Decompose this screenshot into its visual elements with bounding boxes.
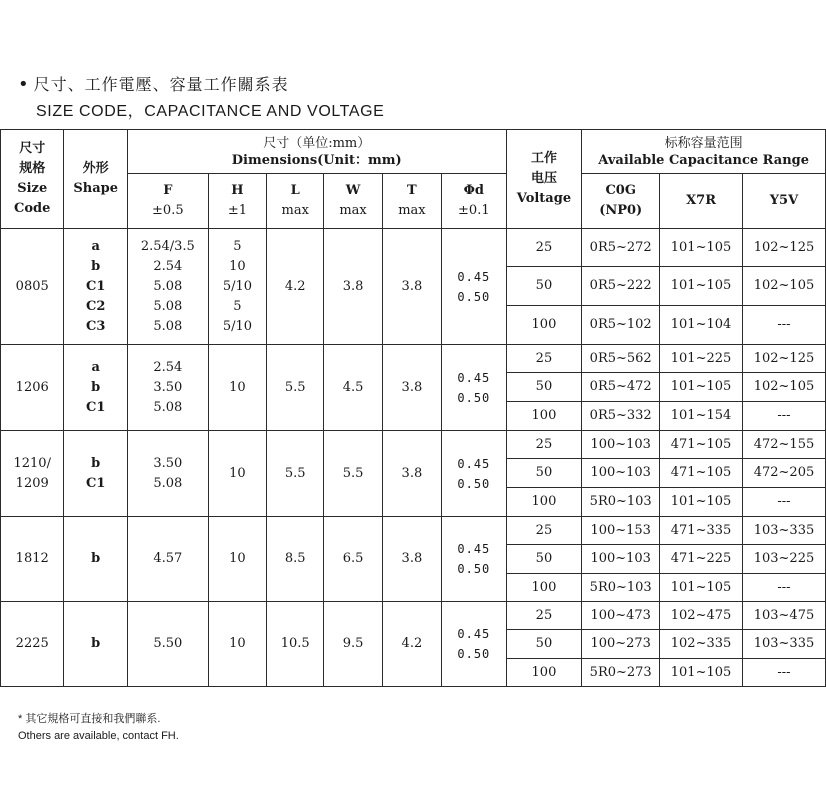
header-dim-h: H ±1 (208, 174, 266, 229)
x7r-range-cell: 101~105 (660, 574, 743, 602)
table-row (1, 229, 826, 267)
size-code-cell (1, 602, 64, 687)
stack-line: 4.57 (153, 551, 183, 566)
stack-line: 0.50 (457, 390, 491, 405)
shape-cell (64, 517, 127, 602)
y5v-range-cell: --- (742, 574, 825, 602)
notes (18, 711, 179, 745)
voltage-cell: 25 (506, 602, 582, 630)
cog-range-cell: 100~473 (582, 602, 660, 630)
dim-d-cell (442, 431, 507, 517)
y5v-range-cell: --- (742, 659, 825, 687)
stack-line: 2.54 (153, 258, 183, 274)
stack-line: 5 (233, 238, 242, 254)
stack-line: b (91, 455, 101, 471)
stack-line: C1 (85, 399, 106, 415)
stack-line: 0.45 (457, 627, 491, 641)
cog-range-cell: 100~103 (582, 545, 660, 574)
table-row (1, 345, 826, 373)
dim-w-cell: 3.8 (324, 229, 382, 345)
y5v-range-cell: 102~105 (742, 373, 825, 402)
cog-range-cell: 5R0~103 (582, 574, 660, 602)
shape-cell (64, 431, 127, 517)
size-code-cell (1, 431, 64, 517)
header-dim-t: T max (382, 174, 441, 229)
voltage-cell: 100 (506, 488, 582, 517)
table-header (1, 130, 826, 229)
cog-range-cell: 5R0~103 (582, 488, 660, 517)
x7r-range-cell: 471~105 (660, 431, 743, 459)
cog-range-cell: 0R5~472 (582, 373, 660, 402)
dim-h-cell (208, 345, 266, 431)
stack-line: 5/10 (222, 278, 253, 294)
header-dim-f: F ±0.5 (127, 174, 208, 229)
size-code-cell (1, 517, 64, 602)
dim-d-cell (442, 229, 507, 345)
voltage-cell: 25 (506, 431, 582, 459)
voltage-cell: 25 (506, 229, 582, 267)
y5v-range-cell: --- (742, 402, 825, 431)
y5v-range-cell: 103~335 (742, 517, 825, 545)
dim-t-cell: 3.8 (382, 229, 441, 345)
x7r-range-cell: 471~335 (660, 517, 743, 545)
voltage-cell: 100 (506, 306, 582, 345)
stack-line: 10 (229, 465, 246, 481)
cog-range-cell: 100~103 (582, 431, 660, 459)
stack-line: 0.45 (457, 370, 491, 385)
dim-f-cell (127, 229, 208, 345)
dim-t-cell: 3.8 (382, 345, 441, 431)
header-size-code: 尺寸 规格 Size Code (1, 130, 64, 229)
y5v-range-cell: 103~225 (742, 545, 825, 574)
voltage-cell: 50 (506, 373, 582, 402)
stack-line: 0.45 (457, 542, 491, 556)
x7r-range-cell: 471~105 (660, 459, 743, 488)
stack-line: 5.08 (153, 298, 183, 314)
size-code-cell (1, 345, 64, 431)
stack-line: a (91, 359, 100, 375)
title-zh (18, 72, 384, 95)
y5v-range-cell: 472~155 (742, 431, 825, 459)
note-en: Others are available, contact FH. (18, 730, 179, 742)
stack-line: 1206 (15, 379, 49, 395)
x7r-range-cell: 101~105 (660, 267, 743, 306)
dim-l-cell: 8.5 (267, 517, 324, 602)
stack-line: 5.50 (153, 636, 183, 651)
y5v-range-cell: 472~205 (742, 459, 825, 488)
header-y5v: Y5V (742, 174, 825, 229)
cog-range-cell: 0R5~332 (582, 402, 660, 431)
x7r-range-cell: 101~105 (660, 659, 743, 687)
table-body (1, 229, 826, 687)
y5v-range-cell: --- (742, 306, 825, 345)
stack-line: C3 (85, 318, 106, 334)
cog-range-cell: 100~273 (582, 630, 660, 659)
y5v-range-cell: 102~125 (742, 229, 825, 267)
cog-range-cell: 5R0~273 (582, 659, 660, 687)
dim-d-cell (442, 517, 507, 602)
x7r-range-cell: 102~475 (660, 602, 743, 630)
y5v-range-cell: 102~125 (742, 345, 825, 373)
voltage-cell: 25 (506, 345, 582, 373)
dim-h-cell (208, 517, 266, 602)
dim-d-cell (442, 602, 507, 687)
header-dim-d: Φd ±0.1 (442, 174, 507, 229)
x7r-range-cell: 101~154 (660, 402, 743, 431)
stack-line: 3.50 (153, 379, 183, 395)
dim-f-cell (127, 431, 208, 517)
stack-line: 10 (229, 551, 246, 566)
stack-line: 2.54 (153, 359, 183, 375)
stack-line: b (91, 551, 101, 566)
header-shape: 外形 Shape (64, 130, 127, 229)
stack-line: 5.08 (153, 278, 183, 294)
shape-cell (64, 345, 127, 431)
stack-line: 5/10 (222, 318, 253, 334)
cog-range-cell: 100~103 (582, 459, 660, 488)
stack-line: 0.45 (457, 456, 491, 471)
y5v-range-cell: 103~475 (742, 602, 825, 630)
size-code-cell (1, 229, 64, 345)
dim-f-cell (127, 345, 208, 431)
header-capacitance: 标称容量范围 Available Capacitance Range (582, 130, 826, 174)
voltage-cell: 100 (506, 659, 582, 687)
table-row (1, 431, 826, 459)
title-zh-text: 尺寸、工作電壓、容量工作關系表 (33, 75, 289, 94)
stack-line: 5.08 (153, 399, 183, 415)
header-dim-w: W max (324, 174, 382, 229)
header-dim-l: L max (267, 174, 324, 229)
note-zh: * 其它規格可直接和我們聯系. (18, 713, 161, 725)
stack-line: 5 (233, 298, 242, 314)
y5v-range-cell: 102~105 (742, 267, 825, 306)
shape-cell (64, 602, 127, 687)
stack-line: 1209 (15, 475, 49, 491)
stack-line: 10 (229, 379, 246, 395)
dim-w-cell: 6.5 (324, 517, 382, 602)
header-x7r: X7R (660, 174, 743, 229)
stack-line: C1 (85, 475, 106, 491)
header-dimensions: 尺寸（单位:mm） Dimensions(Unit：mm) (127, 130, 506, 174)
stack-line: 0.50 (457, 647, 491, 661)
dim-h-cell (208, 431, 266, 517)
dim-t-cell: 4.2 (382, 602, 441, 687)
dim-t-cell: 3.8 (382, 517, 441, 602)
cog-range-cell: 0R5~272 (582, 229, 660, 267)
x7r-range-cell: 101~104 (660, 306, 743, 345)
voltage-cell: 25 (506, 517, 582, 545)
dim-w-cell: 4.5 (324, 345, 382, 431)
stack-line: 0805 (15, 278, 49, 294)
cog-range-cell: 100~153 (582, 517, 660, 545)
stack-line: 1210/ (13, 455, 51, 471)
dim-w-cell: 5.5 (324, 431, 382, 517)
y5v-range-cell: --- (742, 488, 825, 517)
stack-line: b (91, 636, 101, 651)
shape-cell (64, 229, 127, 345)
dim-f-cell (127, 517, 208, 602)
voltage-cell: 100 (506, 402, 582, 431)
voltage-cell: 50 (506, 630, 582, 659)
stack-line: 10 (229, 636, 246, 651)
voltage-cell: 50 (506, 459, 582, 488)
cog-range-cell: 0R5~222 (582, 267, 660, 306)
x7r-range-cell: 101~105 (660, 373, 743, 402)
stack-line: 0.50 (457, 289, 491, 304)
stack-line: 2.54/3.5 (140, 238, 195, 254)
stack-line: C1 (85, 278, 106, 294)
stack-line: C2 (85, 298, 106, 314)
stack-line: 0.50 (457, 476, 491, 491)
dim-l-cell: 5.5 (267, 345, 324, 431)
bullet-icon: • (18, 74, 30, 95)
stack-line: 3.50 (153, 455, 183, 471)
dim-l-cell: 4.2 (267, 229, 324, 345)
stack-line: 10 (229, 258, 246, 274)
title-en: SIZE CODE，CAPACITANCE AND VOLTAGE (36, 103, 385, 120)
cog-range-cell: 0R5~102 (582, 306, 660, 345)
cog-range-cell: 0R5~562 (582, 345, 660, 373)
x7r-range-cell: 101~225 (660, 345, 743, 373)
stack-line: b (91, 258, 101, 274)
stack-line: a (91, 238, 100, 254)
dim-w-cell: 9.5 (324, 602, 382, 687)
voltage-cell: 100 (506, 574, 582, 602)
x7r-range-cell: 101~105 (660, 488, 743, 517)
dim-l-cell: 10.5 (267, 602, 324, 687)
dim-l-cell: 5.5 (267, 431, 324, 517)
header-voltage: 工作 电压 Voltage (506, 130, 582, 229)
table-row (1, 602, 826, 630)
table-row (1, 517, 826, 545)
stack-line: 0.50 (457, 562, 491, 576)
stack-line: 5.08 (153, 475, 183, 491)
stack-line: b (91, 379, 101, 395)
heading (18, 72, 384, 121)
stack-line: 2225 (15, 636, 49, 651)
x7r-range-cell: 471~225 (660, 545, 743, 574)
dim-d-cell (442, 345, 507, 431)
voltage-cell: 50 (506, 545, 582, 574)
voltage-cell: 50 (506, 267, 582, 306)
dim-f-cell (127, 602, 208, 687)
stack-line: 5.08 (153, 318, 183, 334)
stack-line: 0.45 (457, 269, 491, 284)
x7r-range-cell: 101~105 (660, 229, 743, 267)
x7r-range-cell: 102~335 (660, 630, 743, 659)
y5v-range-cell: 103~335 (742, 630, 825, 659)
header-cog: C0G (NP0) (582, 174, 660, 229)
dim-t-cell: 3.8 (382, 431, 441, 517)
dim-h-cell (208, 229, 266, 345)
dim-h-cell (208, 602, 266, 687)
spec-table (0, 129, 826, 687)
stack-line: 1812 (15, 551, 49, 566)
